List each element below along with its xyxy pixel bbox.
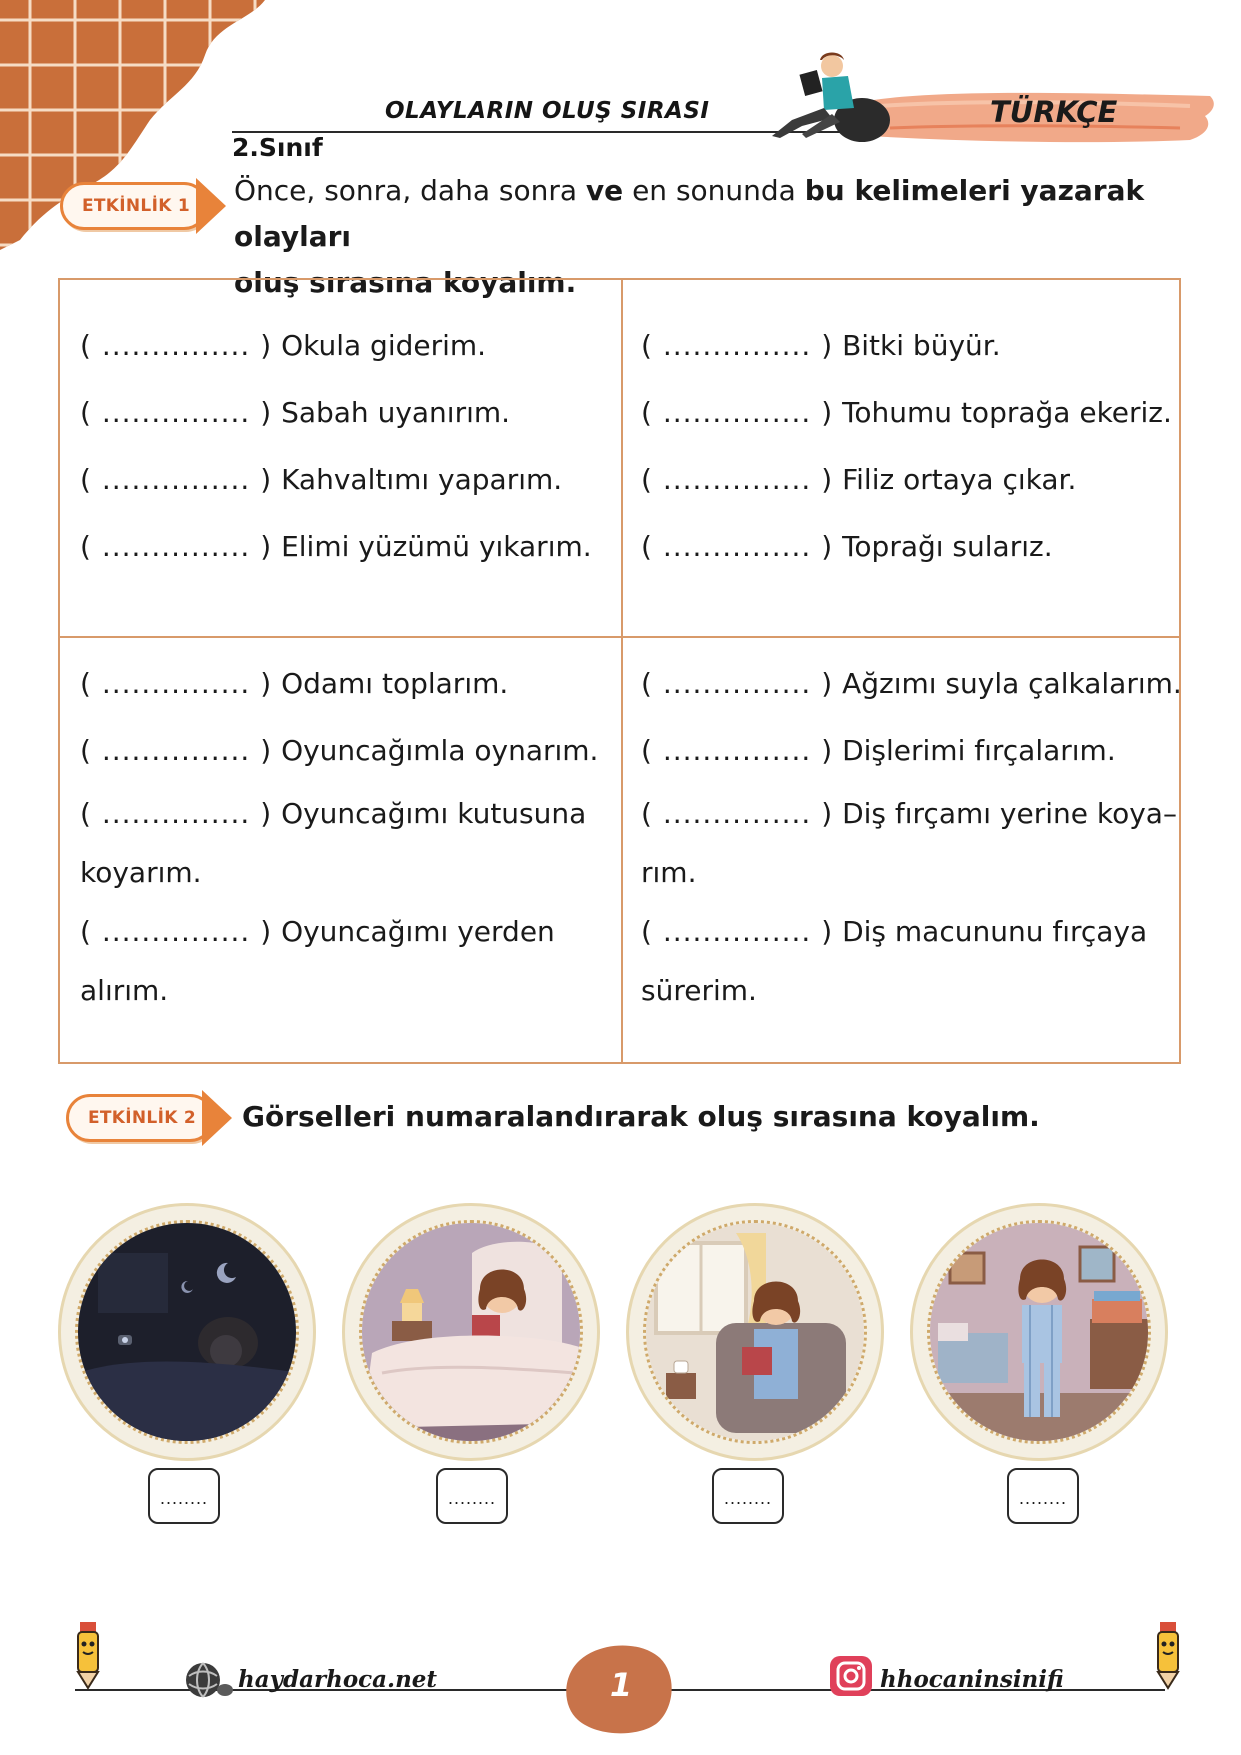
sentence-row <box>641 513 1172 580</box>
sentence-row <box>641 446 1172 513</box>
picture-girl-reading-in-armchair <box>626 1203 884 1461</box>
answer-box-picture-4[interactable]: ........ <box>1007 1468 1079 1524</box>
globe-mouse-icon <box>183 1660 237 1700</box>
sentence-text: Toprağı sularız. <box>842 530 1053 563</box>
table-cell-tooth-brushing <box>641 650 1182 1020</box>
grade-label: 2.Sınıf <box>232 133 323 162</box>
activity-1-badge-label: ETKİNLİK 1 <box>82 196 191 216</box>
table-divider-horizontal <box>60 636 1179 638</box>
ordering-table <box>58 278 1181 1064</box>
sentence-row <box>80 650 598 717</box>
answer-blank[interactable]: ( ............... ) <box>641 915 834 948</box>
picture-girl-reading-in-bed <box>342 1203 600 1461</box>
table-cell-morning-routine <box>80 312 592 580</box>
activity-1-badge <box>60 178 230 234</box>
sentence-text: Filiz ortaya çıkar. <box>842 463 1077 496</box>
sentence-text: Bitki büyür. <box>842 329 1001 362</box>
sentence-row <box>641 379 1172 446</box>
sentence-text: Sabah uyanırım. <box>281 396 511 429</box>
sentence-row <box>80 513 592 580</box>
answer-blank[interactable]: ( ............... ) <box>641 463 834 496</box>
pencil-mascot-icon <box>1148 1618 1188 1690</box>
sentence-row <box>641 902 1182 962</box>
sentence-row <box>641 784 1182 844</box>
sentence-row <box>641 650 1182 717</box>
sentence-row <box>80 312 592 379</box>
sentence-text: Oyuncağımla oynarım. <box>281 734 599 767</box>
answer-blank[interactable]: ( ............... ) <box>80 530 273 563</box>
reading-armchair-illustration <box>646 1223 867 1444</box>
answer-blank[interactable]: ( ............... ) <box>641 329 834 362</box>
instagram-handle[interactable]: hhocaninsinifi <box>880 1666 1064 1693</box>
table-cell-toy-routine <box>80 650 598 1020</box>
instruction-text: Önce, sonra, daha sonra <box>234 174 586 207</box>
sentence-continuation: sürerim. <box>641 974 757 1007</box>
answer-box-picture-2[interactable]: ........ <box>436 1468 508 1524</box>
sentence-text: Elimi yüzümü yıkarım. <box>281 530 592 563</box>
answer-blank[interactable]: ( ............... ) <box>641 734 834 767</box>
page-number: 1 <box>609 1666 633 1704</box>
answer-box-picture-1[interactable]: ........ <box>148 1468 220 1524</box>
sentence-text: Okula giderim. <box>281 329 487 362</box>
activity-2-badge <box>66 1090 236 1146</box>
answer-blank[interactable]: ( ............... ) <box>641 797 834 830</box>
page-title: OLAYLARIN OLUŞ SIRASI <box>385 98 710 124</box>
activity-2-badge-label: ETKİNLİK 2 <box>88 1108 197 1128</box>
instagram-icon <box>826 1654 878 1700</box>
instruction-text: en sonunda <box>623 174 805 207</box>
sentence-row <box>80 379 592 446</box>
answer-blank[interactable]: ( ............... ) <box>80 396 273 429</box>
answer-blank[interactable]: ( ............... ) <box>80 734 273 767</box>
sentence-text: Odamı toplarım. <box>281 667 509 700</box>
website-link[interactable]: haydarhoca.net <box>238 1666 438 1693</box>
sentence-continuation: koyarım. <box>80 856 202 889</box>
sentence-text: Diş fırçamı yerine koya– <box>842 797 1177 830</box>
sentence-text: Dişlerimi fırçalarım. <box>842 734 1116 767</box>
instruction-bold-text: ve <box>585 174 624 207</box>
sentence-row <box>641 717 1182 784</box>
standing-pajamas-illustration <box>930 1223 1151 1444</box>
sentence-row <box>641 312 1172 379</box>
sentence-continuation: alırım. <box>80 974 169 1007</box>
sentence-text: Kahvaltımı yaparım. <box>281 463 563 496</box>
subject-label: TÜRKÇE <box>990 95 1118 129</box>
sentence-text: Oyuncağımı kutusuna <box>281 797 587 830</box>
answer-blank[interactable]: ( ............... ) <box>641 667 834 700</box>
answer-blank[interactable]: ( ............... ) <box>80 915 273 948</box>
sentence-row <box>80 446 592 513</box>
pencil-mascot-icon <box>68 1618 108 1690</box>
boy-reading-illustration <box>762 48 897 143</box>
sentence-text: Ağzımı suyla çalkalarım. <box>842 667 1182 700</box>
activity-2-instruction: Görselleri numaralandırarak oluş sırasına koyalım. <box>242 1100 1040 1133</box>
table-cell-plant-growth <box>641 312 1172 580</box>
sentence-row <box>80 717 598 784</box>
answer-blank[interactable]: ( ............... ) <box>80 667 273 700</box>
sentence-row <box>80 784 598 844</box>
answer-blank[interactable]: ( ............... ) <box>80 797 273 830</box>
instruction-bold-text: oluş sırasına koyalım. <box>234 266 577 299</box>
sentence-text: Diş macununu fırçaya <box>842 915 1148 948</box>
sleeping-illustration <box>78 1223 299 1444</box>
answer-blank[interactable]: ( ............... ) <box>641 530 834 563</box>
sentence-continuation: rım. <box>641 856 697 889</box>
header-divider <box>232 131 842 133</box>
answer-blank[interactable]: ( ............... ) <box>641 396 834 429</box>
table-divider-vertical <box>621 280 623 1062</box>
sentence-text: Tohumu toprağa ekeriz. <box>842 396 1172 429</box>
answer-blank[interactable]: ( ............... ) <box>80 329 273 362</box>
instruction-bold-text: bu kelimeleri yazarak olayları <box>234 174 1145 253</box>
answer-blank[interactable]: ( ............... ) <box>80 463 273 496</box>
picture-girl-sleeping <box>58 1203 316 1461</box>
reading-in-bed-illustration <box>362 1223 583 1444</box>
picture-girl-standing-in-pajamas <box>910 1203 1168 1461</box>
sentence-row <box>80 902 598 962</box>
sentence-text: Oyuncağımı yerden <box>281 915 555 948</box>
answer-box-picture-3[interactable]: ........ <box>712 1468 784 1524</box>
